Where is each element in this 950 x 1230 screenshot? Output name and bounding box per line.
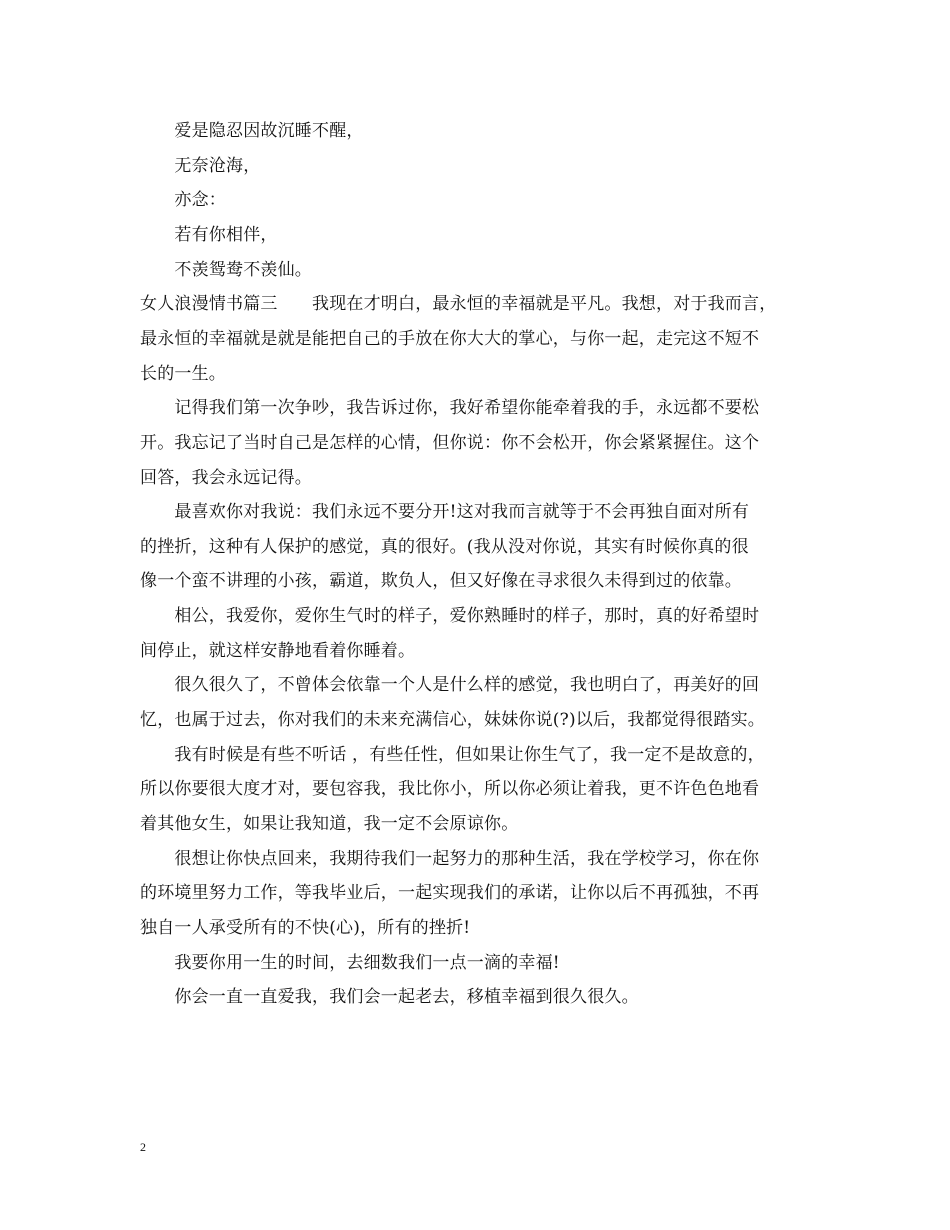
text-line: 的挫折，这种有人保护的感觉，真的很好。(我从没对你说，其实有时候你真的很 — [140, 537, 749, 557]
text-line: 忆，也属于过去，你对我们的未来充满信心，妹妹你说(?)以后，我都觉得很踏实。 — [140, 710, 765, 730]
text-line: 相公，我爱你，爱你生气时的样子，爱你熟睡时的样子，那时，真的好希望时 — [140, 606, 760, 626]
text-line: 爱是隐忍因故沉睡不醒， — [140, 121, 364, 141]
text-line: 像一个蛮不讲理的小孩，霸道，欺负人，但又好像在寻求很久未得到过的依靠。 — [140, 571, 742, 591]
text-line: 你会一直一直爱我，我们会一起老去，移植幸福到很久很久。 — [140, 987, 639, 1007]
text-line: 开。我忘记了当时自己是怎样的心情，但你说：你不会松开，你会紧紧握住。这个 — [140, 433, 760, 453]
text-line: 独自一人承受所有的不快(心)，所有的挫折! — [140, 918, 471, 938]
text-line: 我有时候是有些不听话 ，有些任性，但如果让你生气了，我一定不是故意的， — [140, 745, 765, 765]
text-line: 着其他女生，如果让我知道，我一定不会原谅你。 — [140, 814, 519, 834]
text-line: 记得我们第一次争吵，我告诉过你，我好希望你能牵着我的手，永远都不要松 — [140, 398, 760, 418]
page-number: 2 — [140, 1140, 146, 1154]
text-line: 亦念： — [140, 190, 226, 210]
text-line: 女人浪漫情书篇三 我现在才明白，最永恒的幸福就是平凡。我想，对于我而言， — [140, 294, 777, 314]
text-line: 很想让你快点回来，我期待我们一起努力的那种生活，我在学校学习，你在你 — [140, 849, 760, 869]
text-line: 无奈沧海， — [140, 156, 261, 176]
text-line: 我要你用一生的时间，去细数我们一点一滴的幸福! — [140, 953, 560, 973]
text-line: 最喜欢你对我说：我们永远不要分开!这对我而言就等于不会再独自面对所有 — [140, 502, 750, 522]
text-line: 不羡鸳鸯不羡仙。 — [140, 260, 312, 280]
text-line: 若有你相伴， — [140, 225, 278, 245]
text-line: 所以你要很大度才对，要包容我，我比你小，所以你必须让着我，更不许色色地看 — [140, 779, 760, 799]
text-line: 间停止，就这样安静地看着你睡着。 — [140, 641, 416, 661]
text-line: 回答，我会永远记得。 — [140, 468, 312, 488]
text-line: 的环境里努力工作，等我毕业后，一起实现我们的承诺，让你以后不再孤独，不再 — [140, 883, 760, 903]
text-line: 最永恒的幸福就是就是能把自己的手放在你大大的掌心，与你一起，走完这不短不 — [140, 329, 760, 349]
text-line: 长的一生。 — [140, 364, 226, 384]
text-line: 很久很久了，不曾体会依靠一个人是什么样的感觉，我也明白了，再美好的回 — [140, 675, 760, 695]
